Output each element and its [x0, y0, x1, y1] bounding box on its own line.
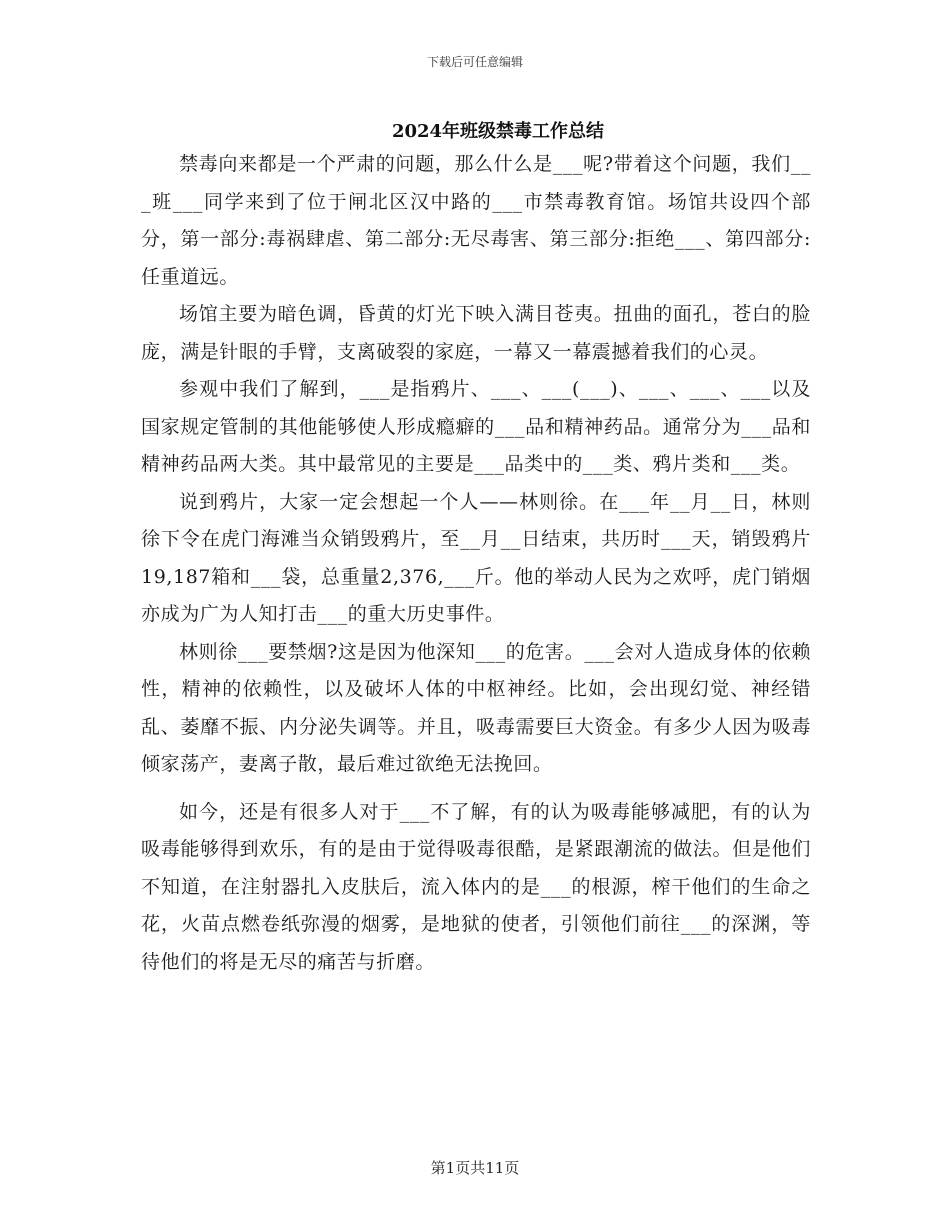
header-note: 下载后可任意编辑	[426, 55, 523, 69]
page-number: 第1页共11页	[430, 1159, 520, 1177]
paragraph-misconceptions: 如今，还是有很多人对于___不了解，有的认为吸毒能够减肥，有的认为吸毒能够得到欢乐，有的是由于觉得吸毒很酷，是紧跟潮流的做法。但是他们不知道，在注射器扎入皮肤后，流入体内的是___的根源，榨干他们的生命之花，火苗点燃卷纸弥漫的烟雾，是地狱的使者，引领他们前往___的深渊，等待他们的将是无尽的痛苦与折磨。	[141, 800, 811, 973]
paragraph-drug-harm: 林则徐___要禁烟?这是因为他深知___的危害。___会对人造成身体的依赖性，精神的依赖性，以及破坏人体的中枢神经。比如，会出现幻觉、神经错乱、萎靡不振、内分泌失调等。并且，吸毒需要巨大资金。有多少人因为吸毒倾家荡产，妻离子散，最后难过欲绝无法挽回。	[141, 640, 811, 775]
document-body	[141, 146, 811, 981]
paragraph-lin-zexu-history: 说到鸦片，大家一定会想起一个人——林则徐。在___年__月__日，林则徐下令在虎门海滩当众销毁鸦片，至__月__日结束，共历时___天，销毁鸦片19,187箱和___袋，总重量2,376,___斤。他的举动人民为之欢呼，虎门销烟亦成为广为人知打击___的重大历史事件。	[141, 490, 811, 625]
paragraph-venue-atmosphere: 场馆主要为暗色调，昏黄的灯光下映入满目苍夷。扭曲的面孔，苍白的脸庞，满是针眼的手臂，支离破裂的家庭，一幕又一幕震撼着我们的心灵。	[141, 303, 811, 363]
paragraph-visit-intro: 禁毒向来都是一个严肃的问题，那么什么是___呢?带着这个问题，我们___班___同学来到了位于闸北区汉中路的___市禁毒教育馆。场馆共设四个部分，第一部分:毒祸肆虐、第二部分:无尽毒害、第三部分:拒绝___、第四部分:任重道远。	[141, 153, 811, 288]
document-title: 2024年班级禁毒工作总结	[391, 121, 605, 142]
paragraph-drug-definition: 参观中我们了解到，___是指鸦片、___、___(___)、___、___、___以及国家规定管制的其他能够使人形成瘾癖的___品和精神药品。通常分为___品和精神药品两大类。其中最常见的主要是___品类中的___类、鸦片类和___类。	[141, 378, 811, 475]
